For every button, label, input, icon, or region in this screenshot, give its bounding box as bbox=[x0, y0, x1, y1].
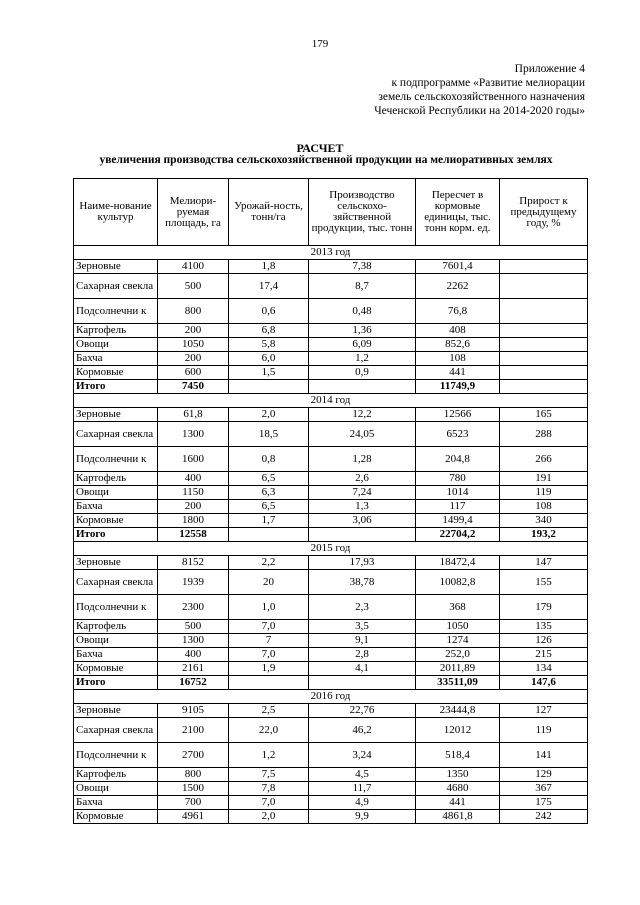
appendix-line: Чеченской Республики на 2014-2020 годы» bbox=[374, 105, 585, 117]
cell-area: 1800 bbox=[158, 514, 229, 528]
cell-growth bbox=[500, 380, 588, 394]
cell-crop: Зерновые bbox=[74, 556, 158, 570]
cell-area: 1300 bbox=[158, 422, 229, 447]
total-row bbox=[74, 676, 588, 690]
cell-crop: Сахарная свекла bbox=[74, 718, 158, 743]
cell-area: 7450 bbox=[158, 380, 229, 394]
cell-growth bbox=[500, 338, 588, 352]
cell-production: 0,48 bbox=[309, 299, 416, 324]
table-row bbox=[74, 620, 588, 634]
cell-production: 3,24 bbox=[309, 743, 416, 768]
cell-feed-units: 11749,9 bbox=[416, 380, 500, 394]
year-label: 2015 год bbox=[74, 542, 588, 556]
cell-growth: 134 bbox=[500, 662, 588, 676]
cell-yield bbox=[229, 380, 309, 394]
cell-feed-units: 2262 bbox=[416, 274, 500, 299]
cell-feed-units: 1274 bbox=[416, 634, 500, 648]
cell-feed-units: 368 bbox=[416, 595, 500, 620]
appendix-line: земель сельскохозяйственного назначения bbox=[378, 91, 585, 103]
cell-growth: 155 bbox=[500, 570, 588, 595]
cell-area: 500 bbox=[158, 274, 229, 299]
cell-growth bbox=[500, 366, 588, 380]
cell-yield: 1,0 bbox=[229, 595, 309, 620]
cell-production: 1,36 bbox=[309, 324, 416, 338]
cell-production bbox=[309, 676, 416, 690]
year-label: 2013 год bbox=[74, 246, 588, 260]
cell-growth bbox=[500, 352, 588, 366]
cell-production: 24,05 bbox=[309, 422, 416, 447]
header-yield: Урожай-ность, тонн/га bbox=[229, 179, 309, 246]
cell-growth: 127 bbox=[500, 704, 588, 718]
cell-area: 2700 bbox=[158, 743, 229, 768]
cell-production: 4,5 bbox=[309, 768, 416, 782]
cell-crop: Подсолнечни к bbox=[74, 595, 158, 620]
cell-yield: 17,4 bbox=[229, 274, 309, 299]
cell-production bbox=[309, 528, 416, 542]
cell-production: 8,7 bbox=[309, 274, 416, 299]
cell-yield: 7 bbox=[229, 634, 309, 648]
cell-production: 3,5 bbox=[309, 620, 416, 634]
cell-crop: Овощи bbox=[74, 486, 158, 500]
cell-production: 1,3 bbox=[309, 500, 416, 514]
table-row bbox=[74, 338, 588, 352]
cell-feed-units: 10082,8 bbox=[416, 570, 500, 595]
cell-growth: 135 bbox=[500, 620, 588, 634]
calculation-table bbox=[73, 178, 588, 824]
cell-yield: 7,5 bbox=[229, 768, 309, 782]
cell-area: 4961 bbox=[158, 810, 229, 824]
cell-growth: 242 bbox=[500, 810, 588, 824]
document-subtitle: увеличения производства сельскохозяйственной продукции на мелиоративных землях bbox=[99, 154, 553, 166]
cell-feed-units: 23444,8 bbox=[416, 704, 500, 718]
cell-feed-units: 33511,09 bbox=[416, 676, 500, 690]
cell-area: 2300 bbox=[158, 595, 229, 620]
cell-production: 6,09 bbox=[309, 338, 416, 352]
table-row bbox=[74, 595, 588, 620]
cell-growth: 367 bbox=[500, 782, 588, 796]
cell-growth: 191 bbox=[500, 472, 588, 486]
cell-feed-units: 1050 bbox=[416, 620, 500, 634]
cell-growth bbox=[500, 324, 588, 338]
cell-feed-units: 18472,4 bbox=[416, 556, 500, 570]
cell-crop: Итого bbox=[74, 528, 158, 542]
table-row bbox=[74, 352, 588, 366]
cell-growth: 266 bbox=[500, 447, 588, 472]
table-row bbox=[74, 260, 588, 274]
cell-crop: Картофель bbox=[74, 620, 158, 634]
table-row bbox=[74, 299, 588, 324]
cell-yield: 6,8 bbox=[229, 324, 309, 338]
cell-growth: 141 bbox=[500, 743, 588, 768]
cell-feed-units: 108 bbox=[416, 352, 500, 366]
cell-production: 9,9 bbox=[309, 810, 416, 824]
table-row bbox=[74, 810, 588, 824]
cell-feed-units: 4861,8 bbox=[416, 810, 500, 824]
cell-production: 7,24 bbox=[309, 486, 416, 500]
cell-production: 46,2 bbox=[309, 718, 416, 743]
cell-growth: 108 bbox=[500, 500, 588, 514]
cell-crop: Подсолнечни к bbox=[74, 447, 158, 472]
cell-crop: Зерновые bbox=[74, 408, 158, 422]
table-row bbox=[74, 486, 588, 500]
cell-area: 8152 bbox=[158, 556, 229, 570]
cell-feed-units: 6523 bbox=[416, 422, 500, 447]
cell-feed-units: 7601,4 bbox=[416, 260, 500, 274]
table-row bbox=[74, 718, 588, 743]
cell-area: 1050 bbox=[158, 338, 229, 352]
cell-yield: 7,8 bbox=[229, 782, 309, 796]
cell-yield: 5,8 bbox=[229, 338, 309, 352]
cell-yield: 1,8 bbox=[229, 260, 309, 274]
cell-yield: 6,0 bbox=[229, 352, 309, 366]
cell-yield: 2,2 bbox=[229, 556, 309, 570]
table-row bbox=[74, 422, 588, 447]
cell-feed-units: 12012 bbox=[416, 718, 500, 743]
cell-crop: Сахарная свекла bbox=[74, 274, 158, 299]
cell-crop: Кормовые bbox=[74, 810, 158, 824]
cell-production: 4,1 bbox=[309, 662, 416, 676]
cell-area: 400 bbox=[158, 648, 229, 662]
cell-crop: Картофель bbox=[74, 768, 158, 782]
cell-yield: 20 bbox=[229, 570, 309, 595]
cell-yield: 6,3 bbox=[229, 486, 309, 500]
cell-area: 9105 bbox=[158, 704, 229, 718]
cell-growth: 340 bbox=[500, 514, 588, 528]
total-row bbox=[74, 380, 588, 394]
cell-growth: 129 bbox=[500, 768, 588, 782]
cell-crop: Бахча bbox=[74, 796, 158, 810]
cell-feed-units: 518,4 bbox=[416, 743, 500, 768]
appendix-line: Приложение 4 bbox=[514, 63, 585, 75]
cell-crop: Картофель bbox=[74, 324, 158, 338]
table-body bbox=[74, 246, 588, 824]
year-row bbox=[74, 542, 588, 556]
cell-production: 7,38 bbox=[309, 260, 416, 274]
cell-yield: 2,0 bbox=[229, 810, 309, 824]
cell-production: 2,3 bbox=[309, 595, 416, 620]
cell-crop: Кормовые bbox=[74, 514, 158, 528]
cell-feed-units: 117 bbox=[416, 500, 500, 514]
appendix-note bbox=[285, 62, 585, 118]
cell-yield: 6,5 bbox=[229, 500, 309, 514]
cell-growth: 147 bbox=[500, 556, 588, 570]
header-production: Производство сельскохо-зяйственной продукции, тыс. тонн bbox=[309, 179, 416, 246]
cell-area: 200 bbox=[158, 500, 229, 514]
table-row bbox=[74, 472, 588, 486]
cell-area: 16752 bbox=[158, 676, 229, 690]
cell-growth: 165 bbox=[500, 408, 588, 422]
cell-area: 600 bbox=[158, 366, 229, 380]
cell-growth: 147,6 bbox=[500, 676, 588, 690]
header-feed-units: Пересчет в кормовые единицы, тыс. тонн корм. ед. bbox=[416, 179, 500, 246]
cell-production: 2,8 bbox=[309, 648, 416, 662]
cell-yield: 18,5 bbox=[229, 422, 309, 447]
cell-area: 1500 bbox=[158, 782, 229, 796]
cell-growth: 126 bbox=[500, 634, 588, 648]
cell-production: 38,78 bbox=[309, 570, 416, 595]
cell-production: 1,28 bbox=[309, 447, 416, 472]
cell-crop: Итого bbox=[74, 676, 158, 690]
cell-feed-units: 76,8 bbox=[416, 299, 500, 324]
cell-yield: 7,0 bbox=[229, 648, 309, 662]
cell-area: 1600 bbox=[158, 447, 229, 472]
cell-feed-units: 408 bbox=[416, 324, 500, 338]
cell-crop: Овощи bbox=[74, 634, 158, 648]
table-row bbox=[74, 500, 588, 514]
cell-production: 2,6 bbox=[309, 472, 416, 486]
page-number: 179 bbox=[311, 38, 329, 50]
cell-crop: Картофель bbox=[74, 472, 158, 486]
table-row bbox=[74, 796, 588, 810]
cell-production bbox=[309, 380, 416, 394]
table-row bbox=[74, 274, 588, 299]
cell-area: 200 bbox=[158, 324, 229, 338]
cell-feed-units: 252,0 bbox=[416, 648, 500, 662]
cell-yield: 1,7 bbox=[229, 514, 309, 528]
cell-production: 11,7 bbox=[309, 782, 416, 796]
cell-yield: 1,2 bbox=[229, 743, 309, 768]
cell-yield: 0,8 bbox=[229, 447, 309, 472]
cell-crop: Бахча bbox=[74, 352, 158, 366]
table-row bbox=[74, 366, 588, 380]
cell-crop: Итого bbox=[74, 380, 158, 394]
cell-area: 1300 bbox=[158, 634, 229, 648]
cell-growth: 288 bbox=[500, 422, 588, 447]
table-row bbox=[74, 648, 588, 662]
cell-crop: Кормовые bbox=[74, 366, 158, 380]
cell-area: 500 bbox=[158, 620, 229, 634]
cell-yield: 7,0 bbox=[229, 796, 309, 810]
cell-feed-units: 1499,4 bbox=[416, 514, 500, 528]
cell-crop: Овощи bbox=[74, 338, 158, 352]
table-row bbox=[74, 768, 588, 782]
cell-production: 12,2 bbox=[309, 408, 416, 422]
cell-yield: 2,0 bbox=[229, 408, 309, 422]
cell-production: 22,76 bbox=[309, 704, 416, 718]
header-crop: Наиме-нование культур bbox=[74, 179, 158, 246]
cell-feed-units: 441 bbox=[416, 366, 500, 380]
year-label: 2014 год bbox=[74, 394, 588, 408]
cell-area: 2161 bbox=[158, 662, 229, 676]
cell-yield bbox=[229, 528, 309, 542]
table-row bbox=[74, 743, 588, 768]
table-row bbox=[74, 570, 588, 595]
cell-area: 1939 bbox=[158, 570, 229, 595]
cell-area: 800 bbox=[158, 299, 229, 324]
cell-feed-units: 204,8 bbox=[416, 447, 500, 472]
year-row bbox=[74, 246, 588, 260]
table-row bbox=[74, 324, 588, 338]
cell-crop: Зерновые bbox=[74, 704, 158, 718]
cell-area: 400 bbox=[158, 472, 229, 486]
cell-crop: Подсолнечни к bbox=[74, 743, 158, 768]
cell-crop: Бахча bbox=[74, 648, 158, 662]
cell-feed-units: 12566 bbox=[416, 408, 500, 422]
cell-production: 0,9 bbox=[309, 366, 416, 380]
cell-area: 200 bbox=[158, 352, 229, 366]
cell-growth bbox=[500, 274, 588, 299]
table-row bbox=[74, 782, 588, 796]
table-row bbox=[74, 704, 588, 718]
cell-area: 4100 bbox=[158, 260, 229, 274]
cell-feed-units: 22704,2 bbox=[416, 528, 500, 542]
table-row bbox=[74, 514, 588, 528]
cell-area: 800 bbox=[158, 768, 229, 782]
cell-yield: 0,6 bbox=[229, 299, 309, 324]
cell-feed-units: 780 bbox=[416, 472, 500, 486]
cell-crop: Сахарная свекла bbox=[74, 570, 158, 595]
cell-area: 61,8 bbox=[158, 408, 229, 422]
cell-feed-units: 441 bbox=[416, 796, 500, 810]
cell-growth: 175 bbox=[500, 796, 588, 810]
cell-yield: 22,0 bbox=[229, 718, 309, 743]
cell-yield bbox=[229, 676, 309, 690]
cell-production: 9,1 bbox=[309, 634, 416, 648]
document-title: РАСЧЕТ bbox=[296, 141, 344, 155]
table-row bbox=[74, 408, 588, 422]
cell-feed-units: 1014 bbox=[416, 486, 500, 500]
table-header-row bbox=[74, 179, 588, 246]
cell-production: 4,9 bbox=[309, 796, 416, 810]
year-row bbox=[74, 690, 588, 704]
cell-growth: 119 bbox=[500, 486, 588, 500]
table-row bbox=[74, 634, 588, 648]
table-row bbox=[74, 447, 588, 472]
cell-yield: 2,5 bbox=[229, 704, 309, 718]
table-row bbox=[74, 556, 588, 570]
cell-area: 12558 bbox=[158, 528, 229, 542]
cell-production: 1,2 bbox=[309, 352, 416, 366]
cell-yield: 1,5 bbox=[229, 366, 309, 380]
cell-growth bbox=[500, 260, 588, 274]
cell-feed-units: 2011,89 bbox=[416, 662, 500, 676]
cell-growth: 119 bbox=[500, 718, 588, 743]
cell-crop: Подсолнечни к bbox=[74, 299, 158, 324]
cell-crop: Сахарная свекла bbox=[74, 422, 158, 447]
cell-yield: 7,0 bbox=[229, 620, 309, 634]
header-area: Мелиори-руемая площадь, га bbox=[158, 179, 229, 246]
cell-growth: 179 bbox=[500, 595, 588, 620]
cell-feed-units: 852,6 bbox=[416, 338, 500, 352]
cell-production: 3,06 bbox=[309, 514, 416, 528]
cell-crop: Зерновые bbox=[74, 260, 158, 274]
cell-area: 700 bbox=[158, 796, 229, 810]
appendix-line: к подпрограмме «Развитие мелиорации bbox=[391, 77, 585, 89]
cell-feed-units: 1350 bbox=[416, 768, 500, 782]
cell-yield: 6,5 bbox=[229, 472, 309, 486]
cell-growth: 193,2 bbox=[500, 528, 588, 542]
table-row bbox=[74, 662, 588, 676]
cell-area: 2100 bbox=[158, 718, 229, 743]
cell-feed-units: 4680 bbox=[416, 782, 500, 796]
year-row bbox=[74, 394, 588, 408]
header-growth: Прирост к предыдущему году, % bbox=[500, 179, 588, 246]
cell-area: 1150 bbox=[158, 486, 229, 500]
cell-growth bbox=[500, 299, 588, 324]
cell-crop: Кормовые bbox=[74, 662, 158, 676]
cell-production: 17,93 bbox=[309, 556, 416, 570]
cell-crop: Овощи bbox=[74, 782, 158, 796]
total-row bbox=[74, 528, 588, 542]
cell-yield: 1,9 bbox=[229, 662, 309, 676]
cell-crop: Бахча bbox=[74, 500, 158, 514]
cell-growth: 215 bbox=[500, 648, 588, 662]
year-label: 2016 год bbox=[74, 690, 588, 704]
